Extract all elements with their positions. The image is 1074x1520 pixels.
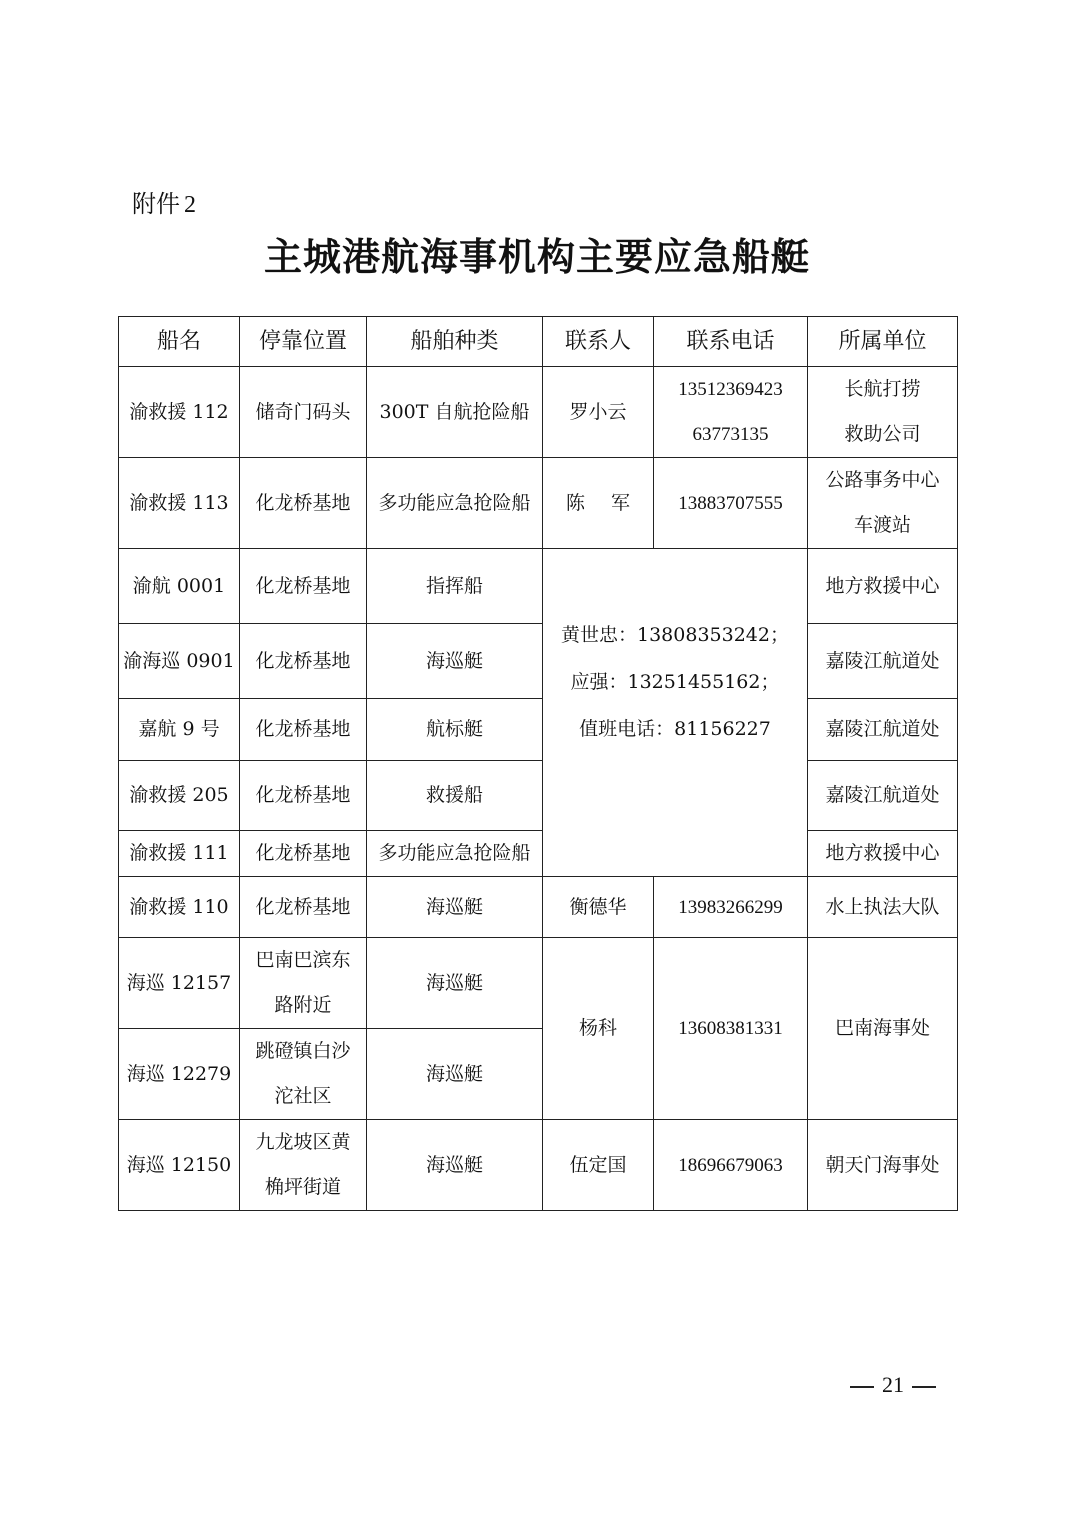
table-row — [119, 877, 958, 938]
cell-ship-type: 救援船 — [367, 761, 543, 831]
cell-unit — [808, 367, 958, 458]
cell-phone: 18696679063 — [654, 1120, 808, 1211]
location-line-2: 路附近 — [274, 994, 332, 1016]
contact-name: 陈军 — [565, 491, 656, 514]
phone-line-1: 13512369423 — [678, 379, 783, 400]
cell-unit: 朝天门海事处 — [808, 1120, 958, 1211]
cell-location: 化龙桥基地 — [240, 624, 367, 699]
cell-unit: 嘉陵江航道处 — [808, 761, 958, 831]
merged-contact-line-2: 应强：13251455162； — [570, 671, 780, 693]
cell-contact: 衡德华 — [543, 877, 654, 938]
unit-line-2: 救助公司 — [844, 423, 921, 445]
header-phone: 联系电话 — [654, 317, 808, 367]
header-ship-name: 船名 — [119, 317, 240, 367]
cell-ship-name: 海巡 12279 — [119, 1029, 240, 1120]
cell-ship-name: 渝航 0001 — [119, 549, 240, 624]
unit-line-2: 车渡站 — [853, 514, 911, 536]
table-row — [119, 624, 958, 699]
cell-ship-type: 300T 自航抢险船 — [367, 367, 543, 458]
cell-unit: 地方救援中心 — [808, 549, 958, 624]
cell-location: 化龙桥基地 — [240, 699, 367, 761]
header-contact: 联系人 — [543, 317, 654, 367]
table-row — [119, 761, 958, 831]
merged-contact-line-1: 黄世忠：13808353242； — [561, 624, 789, 646]
dash-right — [912, 1386, 936, 1388]
cell-contact: 罗小云 — [543, 367, 654, 458]
cell-unit: 嘉陵江航道处 — [808, 624, 958, 699]
cell-ship-type: 航标艇 — [367, 699, 543, 761]
cell-ship-name: 渝救援 111 — [119, 831, 240, 877]
cell-location — [240, 1029, 367, 1120]
cell-location — [240, 938, 367, 1029]
cell-unit: 地方救援中心 — [808, 831, 958, 877]
phone-line-2: 63773135 — [692, 424, 769, 445]
cell-merged-contact-bn: 杨科 — [543, 938, 654, 1120]
attachment-text: 附件 — [132, 190, 180, 218]
page-number-text: 21 — [882, 1372, 904, 1397]
cell-merged-unit-bn: 巴南海事处 — [808, 938, 958, 1120]
unit-line-1: 公路事务中心 — [825, 469, 940, 491]
merged-contact-line-3: 值班电话：81156227 — [579, 718, 771, 740]
cell-ship-name: 渝救援 110 — [119, 877, 240, 938]
cell-ship-type: 海巡艇 — [367, 877, 543, 938]
cell-ship-name: 渝救援 113 — [119, 458, 240, 549]
cell-location: 化龙桥基地 — [240, 549, 367, 624]
table-row — [119, 367, 958, 458]
ship-table — [118, 316, 958, 1211]
header-ship-type: 船舶种类 — [367, 317, 543, 367]
cell-ship-type: 海巡艇 — [367, 1120, 543, 1211]
dash-left — [850, 1386, 874, 1388]
cell-location — [240, 1120, 367, 1211]
cell-ship-name: 嘉航 9 号 — [119, 699, 240, 761]
cell-unit: 嘉陵江航道处 — [808, 699, 958, 761]
location-line-2: 沱社区 — [274, 1085, 332, 1107]
cell-ship-name: 渝海巡 0901 — [119, 624, 240, 699]
header-location: 停靠位置 — [240, 317, 367, 367]
unit-line-1: 长航打捞 — [844, 378, 921, 400]
cell-location: 储奇门码头 — [240, 367, 367, 458]
cell-unit — [808, 458, 958, 549]
cell-contact — [543, 458, 654, 549]
cell-unit: 水上执法大队 — [808, 877, 958, 938]
cell-ship-type: 海巡艇 — [367, 1029, 543, 1120]
cell-ship-type: 海巡艇 — [367, 938, 543, 1029]
cell-ship-type: 多功能应急抢险船 — [367, 831, 543, 877]
cell-ship-name: 渝救援 112 — [119, 367, 240, 458]
cell-merged-phone-bn: 13608381331 — [654, 938, 808, 1120]
cell-ship-type: 海巡艇 — [367, 624, 543, 699]
cell-location: 化龙桥基地 — [240, 458, 367, 549]
cell-location: 化龙桥基地 — [240, 877, 367, 938]
table-row — [119, 831, 958, 877]
table-row — [119, 549, 958, 624]
cell-phone: 13983266299 — [654, 877, 808, 938]
location-line-1: 九龙坡区黄 — [255, 1131, 351, 1153]
cell-location: 化龙桥基地 — [240, 761, 367, 831]
table-row — [119, 458, 958, 549]
page-title: 主城港航海事机构主要应急船艇 — [263, 234, 810, 279]
attachment-label — [132, 184, 196, 219]
attachment-number: 2 — [184, 192, 196, 218]
table-row — [119, 699, 958, 761]
cell-phone: 13883707555 — [654, 458, 808, 549]
table-row — [119, 1120, 958, 1211]
cell-phone — [654, 367, 808, 458]
table-header-row — [119, 317, 958, 367]
location-line-1: 巴南巴滨东 — [255, 949, 351, 971]
cell-location: 化龙桥基地 — [240, 831, 367, 877]
cell-contact: 伍定国 — [543, 1120, 654, 1211]
cell-ship-type: 指挥船 — [367, 549, 543, 624]
cell-ship-name: 海巡 12150 — [119, 1120, 240, 1211]
page-number — [842, 1372, 944, 1398]
header-unit: 所属单位 — [808, 317, 958, 367]
cell-ship-name: 海巡 12157 — [119, 938, 240, 1029]
location-line-2: 桷坪街道 — [264, 1176, 341, 1198]
cell-ship-type: 多功能应急抢险船 — [367, 458, 543, 549]
location-line-1: 跳磴镇白沙 — [255, 1040, 351, 1062]
cell-ship-name: 渝救援 205 — [119, 761, 240, 831]
cell-merged-contact — [543, 549, 808, 877]
table-row — [119, 938, 958, 1029]
